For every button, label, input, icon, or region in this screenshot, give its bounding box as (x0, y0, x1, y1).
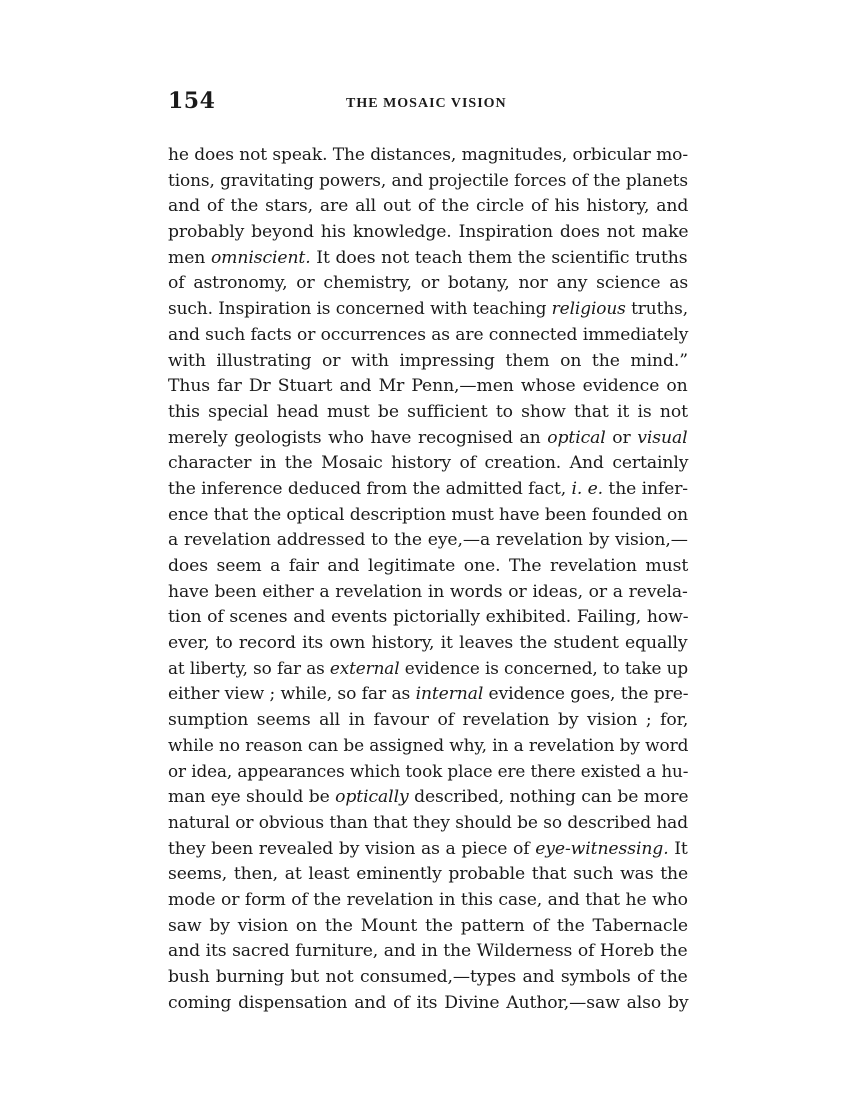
text-run: bush burning but not consumed,—types and symbols of the (168, 967, 688, 987)
text-line (168, 143, 688, 169)
text-run: tion of scenes and events pictorially exhibited. Failing, how- (168, 607, 689, 628)
text-line (168, 811, 688, 837)
text-line (168, 708, 688, 734)
text-run: It (668, 838, 688, 859)
text-line (168, 734, 688, 760)
text-line (168, 400, 688, 426)
italic-run: internal (415, 684, 484, 705)
text-run: sumption seems all in favour of revelation by vision ; for, (168, 710, 689, 731)
text-run: of astronomy, or chemistry, or botany, nor any science as (168, 273, 689, 294)
italic-run: external (329, 658, 400, 679)
text-run: evidence is concerned, to take up (399, 658, 688, 679)
italic-run: i. e. (571, 478, 604, 499)
text-line (168, 220, 688, 246)
text-line (168, 194, 688, 220)
text-line (168, 374, 688, 400)
text-line (168, 914, 688, 940)
text-run: does seem a fair and legitimate one. The revelation must (168, 556, 689, 576)
text-run: he does not speak. The distances, magnitudes, orbicular mo- (168, 145, 689, 165)
text-line (168, 965, 688, 991)
text-line (168, 605, 688, 631)
text-run: have been either a revelation in words or ideas, or a revela- (168, 581, 688, 602)
text-run: natural or obvious than that they should be so described had (168, 812, 689, 833)
text-run: with illustrating or with impressing them on the mind.” (168, 350, 688, 371)
text-line (168, 991, 688, 1017)
text-line (168, 323, 688, 349)
text-run: or idea, appearances which took place ere there existed a hu- (168, 761, 689, 782)
body-text (168, 143, 688, 1016)
text-run: such. Inspiration is concerned with teaching (168, 299, 552, 320)
text-run: seems, then, at least eminently probable that such was the (168, 864, 689, 885)
text-line (168, 246, 688, 272)
text-run: the infer- (603, 478, 689, 499)
text-run: and such facts or occurrences as are connected immediately (168, 324, 689, 345)
text-run: ever, to record its own history, it leaves the student equally (168, 633, 688, 654)
text-run: or (605, 427, 638, 448)
text-line (168, 939, 688, 965)
text-run: Thus far Dr Stuart and Mr Penn,—men whose evidence on (168, 376, 688, 397)
italic-run: eye-witnessing. (535, 838, 669, 859)
text-line (168, 657, 688, 683)
italic-run: optical (547, 427, 606, 448)
text-line (168, 349, 688, 375)
italic-run: visual (637, 427, 688, 448)
text-run: and its sacred furniture, and in the Wilderness of Horeb the (168, 941, 688, 962)
text-run: mode or form of the revelation in this case, and that he who (168, 889, 688, 910)
text-run: merely geologists who have recognised an (168, 427, 548, 448)
text-line (168, 554, 688, 580)
text-line (168, 271, 688, 297)
text-line (168, 169, 688, 195)
text-run: character in the Mosaic history of creation. And certainly (168, 453, 689, 474)
text-run: and of the stars, are all out of the circle of his history, and (168, 196, 689, 217)
running-title: THE MOSAIC VISION (346, 96, 507, 111)
text-line (168, 888, 688, 914)
text-run: while no reason can be assigned why, in a revelation by word (168, 735, 689, 756)
text-run: described, nothing can be more (408, 787, 689, 808)
text-line (168, 682, 688, 708)
text-line (168, 760, 688, 786)
text-run: tions, gravitating powers, and projectile forces of the planets (168, 170, 688, 191)
text-line (168, 862, 688, 888)
text-line (168, 580, 688, 606)
text-run: man eye should be (168, 787, 336, 808)
text-run: probably beyond his knowledge. Inspiration does not make (168, 222, 689, 243)
page-header (168, 88, 688, 118)
text-line (168, 503, 688, 529)
text-line (168, 631, 688, 657)
text-run: the inference deduced from the admitted fact, (168, 478, 572, 499)
italic-run: religious (551, 299, 626, 320)
text-line (168, 528, 688, 554)
text-run: a revelation addressed to the eye,—a revelation by vision,— (168, 530, 688, 551)
italic-run: optically (335, 787, 409, 808)
text-run: evidence goes, the pre- (483, 684, 689, 705)
italic-run: omniscient. (210, 247, 311, 268)
page-number: 154 (168, 88, 216, 114)
text-run: ence that the optical description must have been founded on (168, 504, 689, 525)
text-run: men (168, 247, 211, 268)
text-run: saw by vision on the Mount the pattern of the Tabernacle (168, 915, 688, 936)
text-line (168, 785, 688, 811)
text-run: truths, (625, 299, 688, 320)
text-run: this special head must be sufficient to show that it is not (168, 401, 688, 422)
text-line (168, 837, 688, 863)
text-run: either view ; while, so far as (168, 684, 416, 705)
text-run: coming dispensation and of its Divine Author,—saw also by (168, 992, 689, 1013)
text-run: they been revealed by vision as a piece of (168, 838, 536, 859)
text-run: It does not teach them the scientific truths (310, 247, 688, 268)
text-run: at liberty, so far as (168, 658, 330, 679)
text-line (168, 426, 688, 452)
text-line (168, 477, 688, 503)
text-line (168, 297, 688, 323)
text-line (168, 451, 688, 477)
